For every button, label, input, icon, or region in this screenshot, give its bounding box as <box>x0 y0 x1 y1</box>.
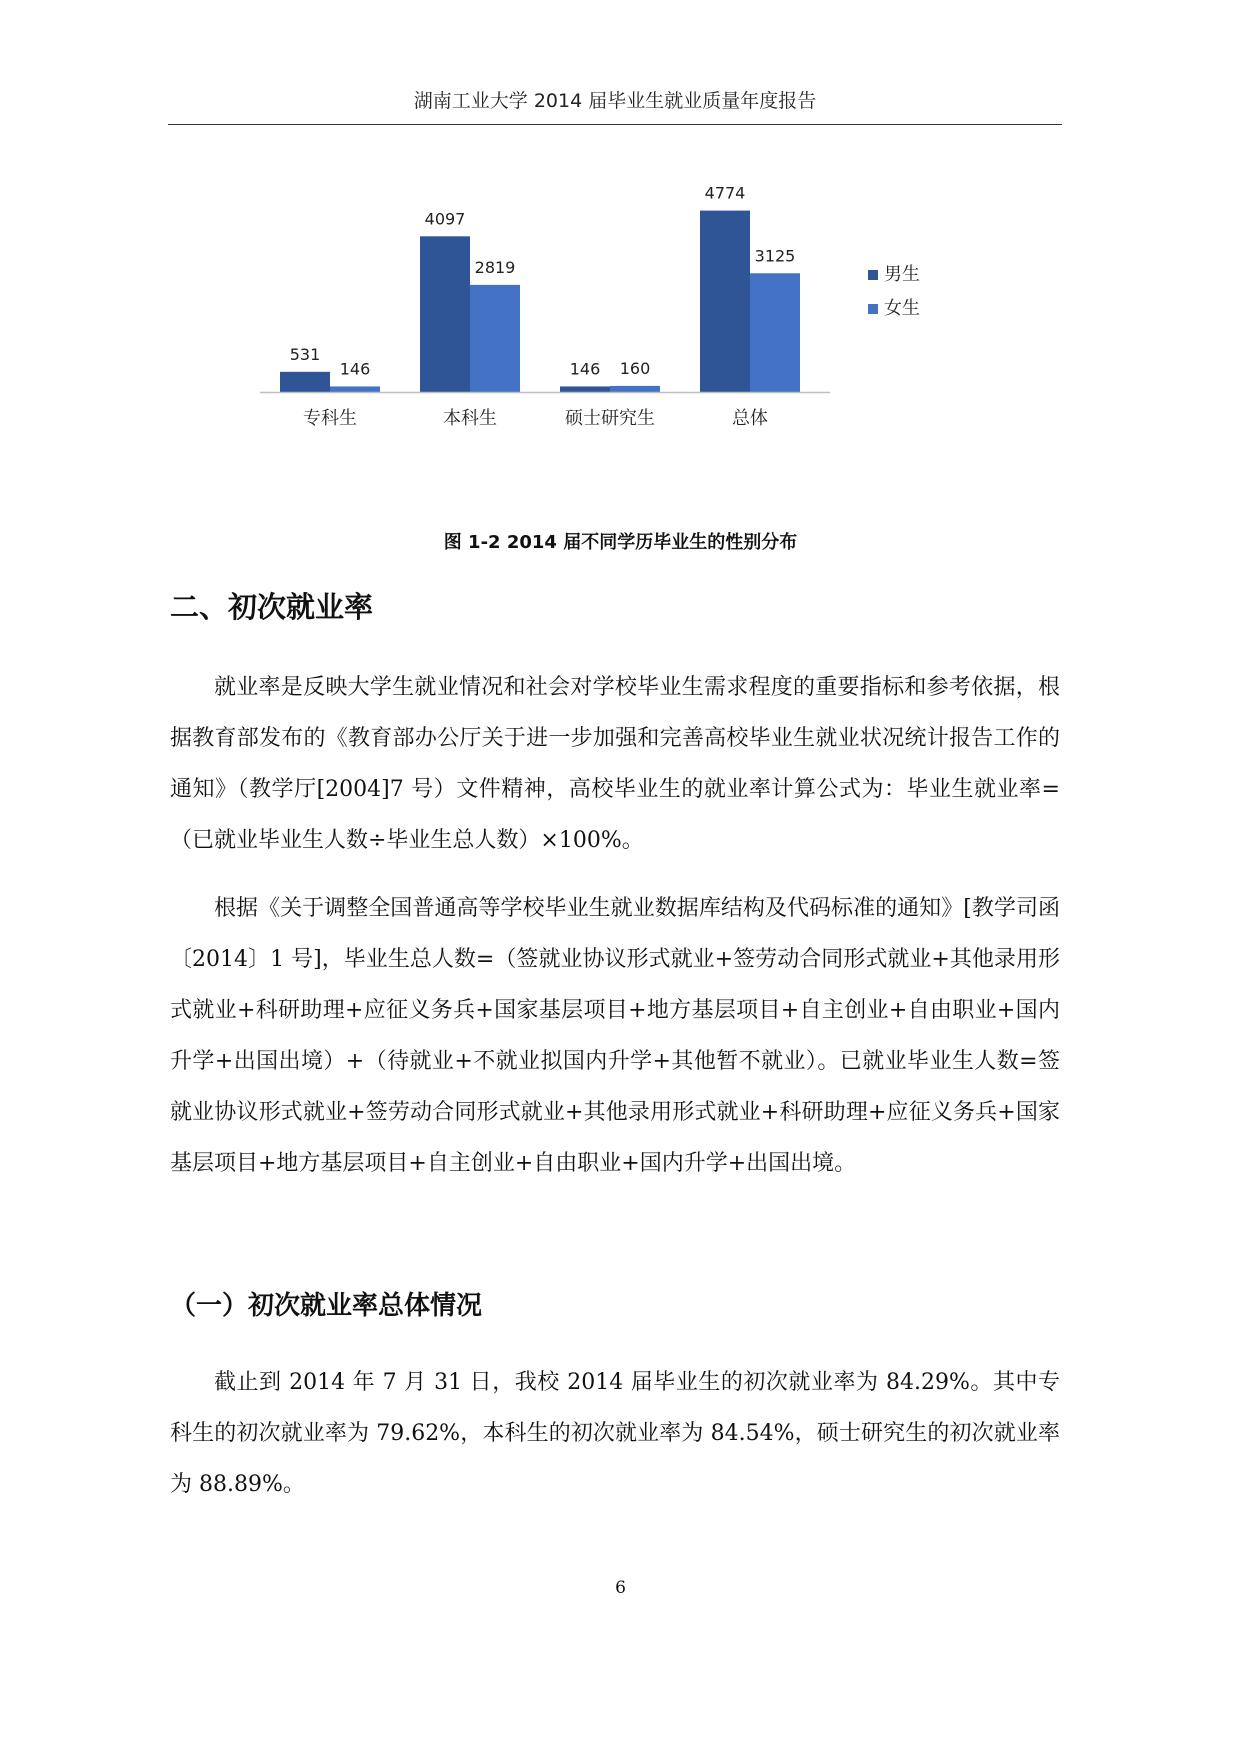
data-label-3-0: 4774 <box>704 185 746 203</box>
data-label-3-1: 3125 <box>754 246 796 266</box>
subsection-heading: （一）初次就业率总体情况 <box>170 1291 483 1321</box>
section-paragraph-1: 就业率是反映大学生就业情况和社会对学校毕业生需求程度的重要指标和参考依据，根据教育部发布的《教育部办公厅关于进一步加强和完善高校毕业生就业状况统计报告工作的通知》（教学厅[2004]7 号）文件精神，高校毕业生的就业率计算公式为：毕业生就业率=（已就业毕业生人数÷毕业生总人数）×100%。 <box>170 675 1060 853</box>
header-rule <box>168 124 1062 125</box>
data-label-2-1: 160 <box>619 358 651 378</box>
category-label-0: 专科生 <box>303 408 357 429</box>
bar-2-0 <box>560 386 610 392</box>
bar-3-1 <box>750 273 800 392</box>
bar-1-0 <box>420 236 470 392</box>
legend-label-1: 女生 <box>884 298 920 319</box>
data-label-0-1: 146 <box>339 359 371 379</box>
category-label-3: 总体 <box>732 408 768 429</box>
bar-2-1 <box>610 386 660 392</box>
page-number: 6 <box>615 1578 626 1598</box>
data-label-2-0: 146 <box>569 359 601 379</box>
category-label-1: 本科生 <box>443 408 497 429</box>
section-heading: 二、初次就业率 <box>170 590 374 624</box>
data-label-0-0: 531 <box>289 344 321 364</box>
bar-0-1 <box>330 386 380 392</box>
legend-label-0: 男生 <box>884 264 920 285</box>
bar-3-0 <box>700 211 750 392</box>
subsection-paragraph: 截止到 2014 年 7 月 31 日，我校 2014 届毕业生的初次就业率为 84.29%。其中专科生的初次就业率为 79.62%，本科生的初次就业率为 84.54%，硕士研究生的初次就业率为 88.89%。 <box>170 1370 1060 1497</box>
section-paragraph-2: 根据《关于调整全国普通高等学校毕业生就业数据库结构及代码标准的通知》[教学司函〔2014〕1 号]，毕业生总人数=（签就业协议形式就业+签劳动合同形式就业+其他录用形式就业+科研助理+应征义务兵+国家基层项目+地方基层项目+自主创业+自由职业+国内升学+出国出境）+（待就业+不就业拟国内升学+其他暂不就业）。已就业毕业生人数=签就业协议形式就业+签劳动合同形式就业+其他录用形式就业+科研助理+应征义务兵+国家基层项目+地方基层项目+自主创业+自由职业+国内升学+出国出境。 <box>170 896 1060 1176</box>
data-label-1-1: 2819 <box>474 257 516 277</box>
legend-swatch-1 <box>868 304 878 314</box>
data-label-1-0: 4097 <box>424 209 466 229</box>
figure-caption: 图 1-2 2014 届不同学历毕业生的性别分布 <box>443 532 798 553</box>
gender-distribution-chart <box>260 185 1020 495</box>
bar-1-1 <box>470 285 520 392</box>
category-label-2: 硕士研究生 <box>565 408 655 429</box>
legend-swatch-0 <box>868 270 878 280</box>
bar-0-0 <box>280 372 330 392</box>
running-header: 湖南工业大学 2014 届毕业生就业质量年度报告 <box>413 90 817 112</box>
